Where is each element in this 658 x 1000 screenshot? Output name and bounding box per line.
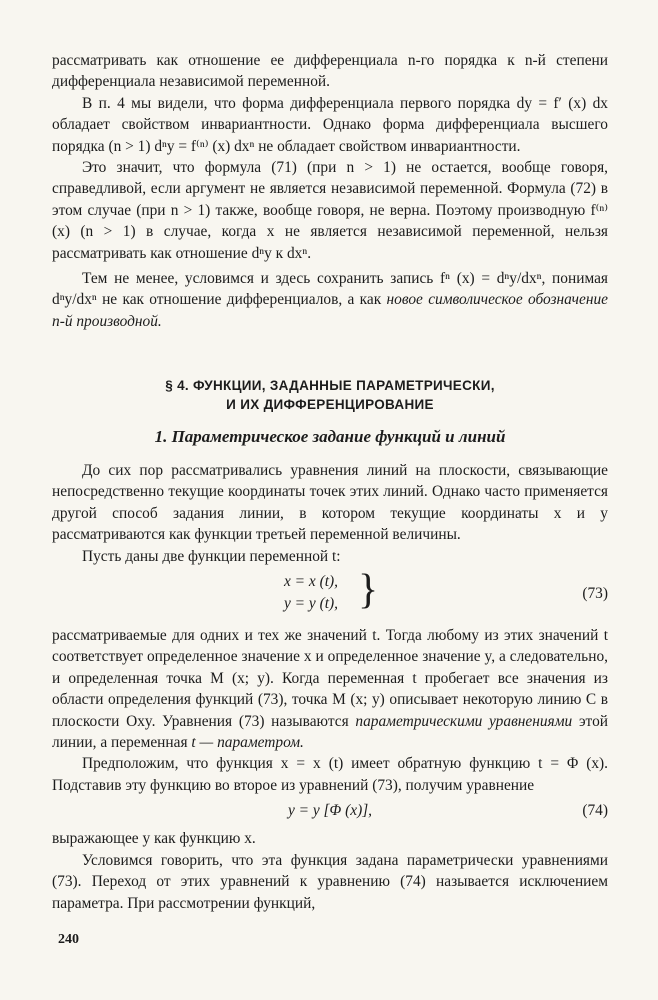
- page-number: 240: [58, 932, 79, 947]
- paragraph-1: рассматривать как отношение ее дифференциала n-го порядка к n-й степени дифференциала независимой переменной.: [52, 52, 608, 91]
- paragraph-6: Пусть даны две функции переменной t:: [82, 547, 341, 565]
- equation-73-number: (73): [582, 585, 608, 603]
- paragraph-10: Условимся говорить, что эта функция задана параметрически уравнениями (73). Переход от этих уравнений к уравнению (74) называется исключением параметра. При рассмотрении функций,: [52, 851, 608, 912]
- paragraph-4-text: Тем не менее, условимся и здесь сохранить запись fⁿ (x) = dⁿy/dxⁿ, понимая dⁿy/dxⁿ не как отношение дифференциалов, а как: [52, 270, 608, 309]
- equation-74: [52, 800, 608, 822]
- paragraph-7-mid: этой линии, а переменная: [52, 712, 608, 752]
- paragraph-7-italic: параметрическими уравнениями: [355, 712, 573, 730]
- text-block-top: [52, 50, 608, 332]
- right-brace-icon: }: [358, 567, 379, 614]
- equation-73-line-2: y = y (t),: [284, 595, 338, 613]
- equation-73-lines: [284, 571, 338, 615]
- text-block-bottom: [52, 460, 608, 914]
- paragraph-4: [52, 268, 608, 332]
- equation-74-body: y = y [Φ (x)],: [287, 802, 373, 820]
- paragraph-4-italic: новое символическое обозначение n-й производной.: [52, 291, 608, 330]
- paragraph-7: [52, 625, 608, 753]
- equation-73: [52, 567, 608, 617]
- subsection-title: 1. Параметрическое задание функций и линий: [154, 427, 506, 446]
- paragraph-8: Предположим, что функция x = x (t) имеет обратную функцию t = Φ (x). Подставив эту функцию во второе из уравнений (73), получим уравнение: [52, 755, 608, 794]
- equation-73-line-1: x = x (t),: [284, 573, 338, 591]
- paragraph-2: В п. 4 мы видели, что форма дифференциала первого порядка dy = f′ (x) dx обладает свойством инвариантности. Однако форма дифференциала высшего порядка (n > 1) dⁿy = f⁽ⁿ⁾ (x) dxⁿ не обладает свойством инвариантности.: [52, 94, 608, 155]
- section-title: [52, 376, 608, 414]
- equation-74-number: (74): [582, 802, 608, 820]
- section-title-line-2: И ИХ ДИФФЕРЕНЦИРОВАНИЕ: [226, 397, 434, 412]
- paragraph-3: Это значит, что формула (71) (при n > 1) не остается, вообще говоря, справедливой, если аргумент не является независимой переменной. Формула (72) в этом случае (при n > 1) также, вообще говоря, не верна. Поэтому производную f⁽ⁿ⁾ (x) (n > 1) в случае, когда x не является независимой переменной, нельзя рассматривать как отношение dⁿy к dxⁿ.: [52, 159, 608, 262]
- paragraph-7-text: рассматриваемые для одних и тех же значений t. Тогда любому из этих значений t соответствует определенное значение x и определенное значение y, а следовательно, и определенная точка M (x; y). Когда переменная t пробегает все значения из области определения функций (73), точка M (x; y) описывает некоторую линию C в плоскости Oxy. Уравнения (73) называются: [52, 627, 608, 730]
- paragraph-5: До сих пор рассматривались уравнения линий на плоскости, связывающие непосредственно текущие координаты точек этих линий. Однако часто применяется другой способ задания линии, в котором текущие координаты x и y рассматриваются как функции третьей переменной величины.: [52, 462, 608, 544]
- paragraph-9: выражающее y как функцию x.: [52, 830, 256, 848]
- paragraph-7-italic-2: t — параметром.: [191, 734, 304, 752]
- section-title-line-1: § 4. ФУНКЦИИ, ЗАДАННЫЕ ПАРАМЕТРИЧЕСКИ,: [165, 378, 495, 393]
